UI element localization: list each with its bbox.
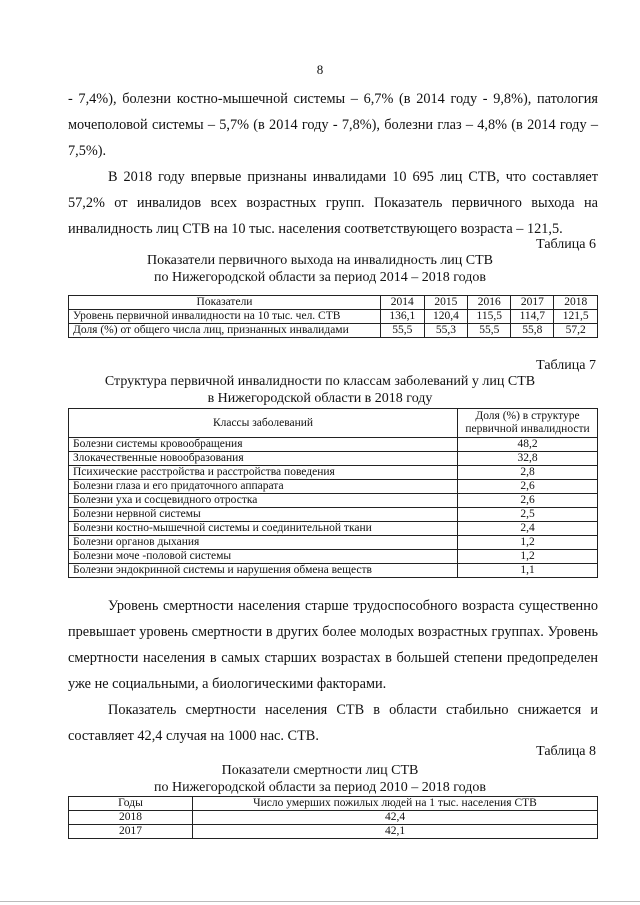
table8 [68,796,598,839]
table-cell: Доля (%) от общего числа лиц, признанных инвалидами [69,324,381,338]
table-cell: Болезни костно-мышечной системы и соединительной ткани [69,522,458,536]
table6-title-line1: Показатели первичного выхода на инвалидность лиц СТВ [146,253,494,268]
table-header-cell: Число умерших пожилых людей на 1 тыс. населения СТВ [193,797,598,811]
table-cell: 120,4 [424,310,468,324]
paragraph-mortality-level: Уровень смертности населения старше трудоспособного возраста существенно превышает уровень смертности в других более молодых возрастных группах. Уровень смертности населения в самых старших возрастах в большей степени предопределен уже не социальными, а биологическими факторами. [68,598,598,692]
table-cell: Болезни моче -половой системы [69,550,458,564]
table-header-cell: Доля (%) в структуре первичной инвалидности [458,409,598,438]
table8-title-line2: по Нижегородской области за период 2010 – 2018 годов [154,780,486,795]
table-header-row [69,296,598,310]
table-cell: 121,5 [554,310,598,324]
table-header-row [69,409,598,438]
table-cell: 2,6 [458,494,598,508]
table-cell: 32,8 [458,452,598,466]
table-cell: 114,7 [511,310,554,324]
table-cell: 2,5 [458,508,598,522]
table-header-row [69,797,598,811]
table-row [69,324,598,338]
table-row [69,550,598,564]
table-row [69,452,598,466]
table-cell: 136,1 [381,310,425,324]
page-number: 8 [316,62,324,77]
table-cell: Злокачественные новообразования [69,452,458,466]
table-cell: 55,8 [511,324,554,338]
table-row [69,811,598,825]
table-cell: 55,3 [424,324,468,338]
table-header-cell: 2014 [381,296,425,310]
table-cell: 1,2 [458,550,598,564]
table8-title [0,762,640,796]
table-cell: Болезни уха и сосцевидного отростка [69,494,458,508]
table-cell: Болезни эндокринной системы и нарушения обмена веществ [69,564,458,578]
table-cell: Болезни системы кровообращения [69,438,458,452]
table-cell: 1,1 [458,564,598,578]
table-cell: Болезни нервной системы [69,508,458,522]
table-cell: 1,2 [458,536,598,550]
table-header-cell: 2016 [468,296,511,310]
table-row [69,466,598,480]
paragraph-diseases: - 7,4%), болезни костно-мышечной системы – 6,7% (в 2014 году - 9,8%), патология мочеполовой системы – 5,7% (в 2014 году - 7,8%), болезни глаз – 4,8% (в 2014 году – 7,5%). [68,91,598,159]
table-row [69,522,598,536]
page-bottom-divider [0,901,640,902]
table-cell: Психические расстройства и расстройства поведения [69,466,458,480]
table-row [69,536,598,550]
table-header-cell: 2015 [424,296,468,310]
table-cell: 42,1 [193,825,598,839]
table-cell: 2,6 [458,480,598,494]
paragraph-disability-2018: В 2018 году впервые признаны инвалидами 10 695 лиц СТВ, что составляет 57,2% от инвалидов всех возрастных групп. Показатель первичного выхода на инвалидность лиц СТВ на 10 тыс. населения соответствующего возраста – 121,5. [68,169,598,237]
table7 [68,408,598,578]
table-header-cell: 2018 [554,296,598,310]
table-cell: 2017 [69,825,193,839]
table-header-cell: Годы [69,797,193,811]
table7-label: Таблица 7 [536,358,596,373]
table-cell: 57,2 [554,324,598,338]
table-cell: Уровень первичной инвалидности на 10 тыс. чел. СТВ [69,310,381,324]
table-cell: Болезни глаза и его придаточного аппарата [69,480,458,494]
table7-title [0,373,640,407]
table-cell: 2,4 [458,522,598,536]
table-cell: 48,2 [458,438,598,452]
table-cell: 2,8 [458,466,598,480]
table6-title-line2: по Нижегородской области за период 2014 – 2018 годов [154,270,486,285]
table-row [69,494,598,508]
table-header-cell: 2017 [511,296,554,310]
table-row [69,310,598,324]
table-cell: 42,4 [193,811,598,825]
table-cell: 55,5 [381,324,425,338]
table8-label: Таблица 8 [536,744,596,759]
table-cell: Болезни органов дыхания [69,536,458,550]
table-row [69,564,598,578]
table-header-cell: Классы заболеваний [69,409,458,438]
table7-title-line1: Структура первичной инвалидности по классам заболеваний у лиц СТВ [104,374,536,389]
table6-label: Таблица 6 [536,237,596,252]
table-cell: 115,5 [468,310,511,324]
table-cell: 55,5 [468,324,511,338]
paragraph-mortality-rate: Показатель смертности населения СТВ в области стабильно снижается и составляет 42,4 случая на 1000 нас. СТВ. [68,702,598,744]
table-row [69,480,598,494]
table7-title-line2: в Нижегородской области в 2018 году [207,391,433,406]
table-cell: 2018 [69,811,193,825]
table-row [69,508,598,522]
table6-title [0,252,640,286]
table-row [69,438,598,452]
table8-title-line1: Показатели смертности лиц СТВ [221,763,419,778]
table-row [69,825,598,839]
table-header-cell: Показатели [69,296,381,310]
table6 [68,295,598,338]
